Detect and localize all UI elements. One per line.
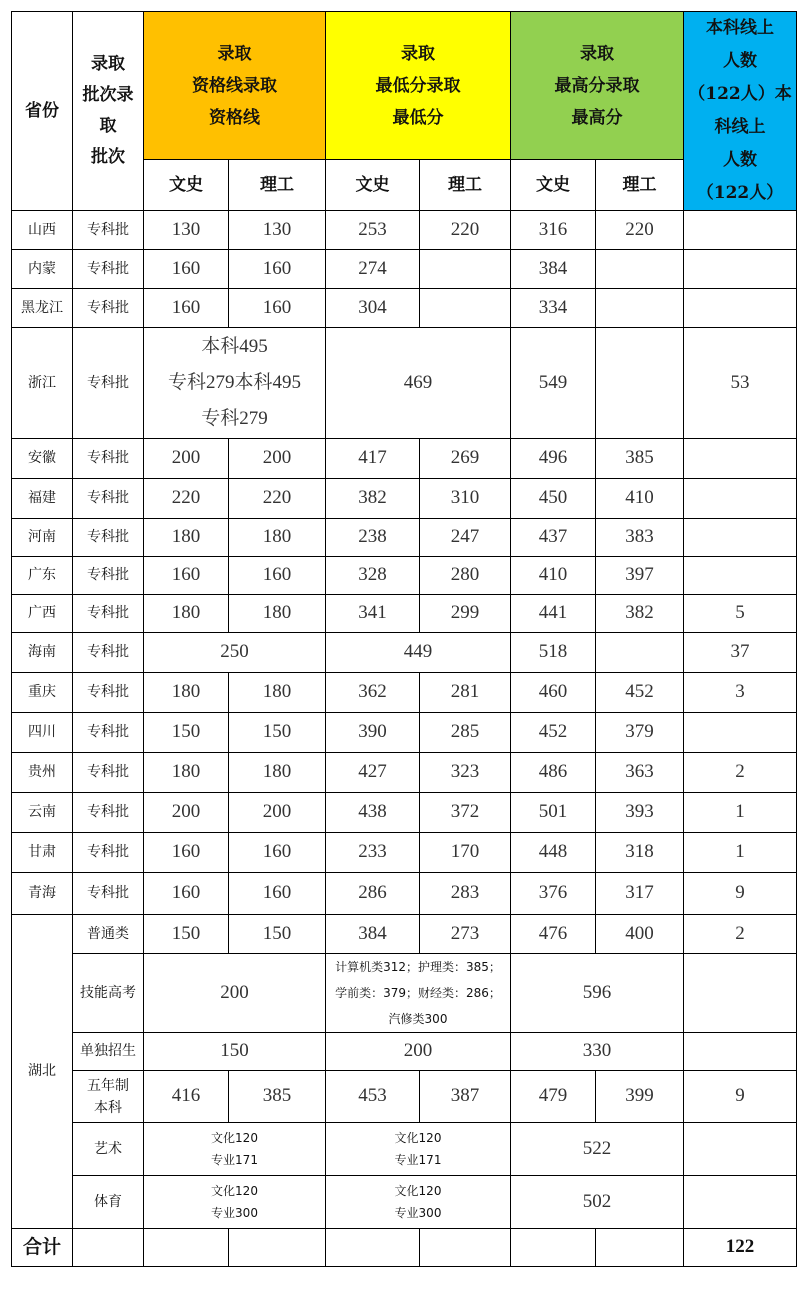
subheader-wenshi: 文史 [511, 160, 596, 211]
empty-cell [73, 1229, 144, 1267]
undergrad-count-cell: 37 [684, 633, 797, 673]
table-row [12, 328, 797, 439]
batch-cell: 专科批 [73, 439, 144, 479]
qualification-wenshi-cell: 200 [144, 793, 229, 833]
max-ligong-cell: 382 [596, 595, 684, 633]
table-row [12, 595, 797, 633]
undergrad-count-cell: 2 [684, 915, 797, 954]
province-cell: 甘肃 [12, 833, 73, 873]
batch-cell: 艺术 [73, 1123, 144, 1176]
province-cell: 海南 [12, 633, 73, 673]
qualification-ligong-cell: 130 [229, 211, 326, 250]
qualification-ligong-cell: 180 [229, 519, 326, 557]
batch-cell: 专科批 [73, 673, 144, 713]
max-wenshi-cell: 479 [511, 1071, 596, 1123]
qualification-ligong-cell: 180 [229, 673, 326, 713]
province-cell: 河南 [12, 519, 73, 557]
max-score-cell: 596 [511, 954, 684, 1033]
max-ligong-cell: 399 [596, 1071, 684, 1123]
max-wenshi-cell: 518 [511, 633, 596, 673]
min-ligong-cell [420, 289, 511, 328]
undergrad-count-cell [684, 519, 797, 557]
min-wenshi-cell: 238 [326, 519, 420, 557]
undergrad-count-cell [684, 1176, 797, 1229]
province-cell: 四川 [12, 713, 73, 753]
max-ligong-cell: 317 [596, 873, 684, 915]
undergrad-count-cell [684, 557, 797, 595]
qualification-ligong-cell: 160 [229, 250, 326, 289]
table-row [12, 753, 797, 793]
qualification-ligong-cell: 200 [229, 439, 326, 479]
max-wenshi-cell: 452 [511, 713, 596, 753]
max-wenshi-cell: 316 [511, 211, 596, 250]
qualification-wenshi-cell: 160 [144, 873, 229, 915]
min-wenshi-cell: 438 [326, 793, 420, 833]
min-score-cell: 计算机类312；护理类：385； 学前类：379；财经类：286； 汽修类300 [326, 954, 511, 1033]
qualification-ligong-cell: 160 [229, 873, 326, 915]
max-ligong-cell [596, 633, 684, 673]
empty-cell [229, 1229, 326, 1267]
min-ligong-cell: 323 [420, 753, 511, 793]
max-ligong-cell: 318 [596, 833, 684, 873]
max-wenshi-cell: 334 [511, 289, 596, 328]
batch-cell: 专科批 [73, 328, 144, 439]
max-ligong-cell: 379 [596, 713, 684, 753]
batch-cell: 专科批 [73, 557, 144, 595]
province-cell: 重庆 [12, 673, 73, 713]
batch-cell: 专科批 [73, 833, 144, 873]
table-row [12, 519, 797, 557]
max-ligong-cell: 220 [596, 211, 684, 250]
qualification-ligong-cell: 180 [229, 753, 326, 793]
max-score-cell: 330 [511, 1033, 684, 1071]
min-wenshi-cell: 453 [326, 1071, 420, 1123]
max-wenshi-cell: 501 [511, 793, 596, 833]
batch-cell: 专科批 [73, 250, 144, 289]
min-score-cell: 文化120 专业171 [326, 1123, 511, 1176]
batch-cell: 单独招生 [73, 1033, 144, 1071]
max-ligong-cell: 397 [596, 557, 684, 595]
province-cell: 内蒙 [12, 250, 73, 289]
max-ligong-cell: 385 [596, 439, 684, 479]
table-row-hubei [12, 1071, 797, 1123]
qualification-wenshi-cell: 160 [144, 289, 229, 328]
province-cell: 安徽 [12, 439, 73, 479]
qualification-wenshi-cell: 180 [144, 595, 229, 633]
min-ligong-cell: 387 [420, 1071, 511, 1123]
province-cell: 云南 [12, 793, 73, 833]
min-ligong-cell: 310 [420, 479, 511, 519]
batch-cell: 专科批 [73, 713, 144, 753]
batch-cell: 专科批 [73, 479, 144, 519]
header-max-score: 录取 最高分录取 最高分 [511, 12, 684, 160]
min-ligong-cell: 247 [420, 519, 511, 557]
table-row [12, 873, 797, 915]
table-row [12, 479, 797, 519]
qualification-cell: 文化120 专业300 [144, 1176, 326, 1229]
qualification-ligong-cell: 200 [229, 793, 326, 833]
undergrad-count-cell: 53 [684, 328, 797, 439]
min-wenshi-cell: 427 [326, 753, 420, 793]
batch-cell: 专科批 [73, 519, 144, 557]
max-wenshi-cell: 486 [511, 753, 596, 793]
qualification-cell: 本科495 专科279本科495 专科279 [144, 328, 326, 439]
total-label: 合计 [12, 1229, 73, 1267]
min-ligong-cell: 299 [420, 595, 511, 633]
qualification-ligong-cell: 150 [229, 915, 326, 954]
batch-cell: 专科批 [73, 595, 144, 633]
min-ligong-cell: 372 [420, 793, 511, 833]
min-wenshi-cell: 304 [326, 289, 420, 328]
empty-cell [144, 1229, 229, 1267]
min-score-cell: 449 [326, 633, 511, 673]
undergrad-count-cell [684, 439, 797, 479]
qualification-wenshi-cell: 160 [144, 833, 229, 873]
header-qualification: 录取 资格线录取 资格线 [144, 12, 326, 160]
qualification-cell: 250 [144, 633, 326, 673]
max-ligong-cell: 410 [596, 479, 684, 519]
min-ligong-cell: 170 [420, 833, 511, 873]
empty-cell [596, 1229, 684, 1267]
min-wenshi-cell: 341 [326, 595, 420, 633]
min-ligong-cell: 281 [420, 673, 511, 713]
table-row [12, 289, 797, 328]
undergrad-count-cell [684, 211, 797, 250]
batch-cell: 普通类 [73, 915, 144, 954]
min-ligong-cell: 220 [420, 211, 511, 250]
qualification-cell: 200 [144, 954, 326, 1033]
min-ligong-cell: 285 [420, 713, 511, 753]
header-min-score: 录取 最低分录取 最低分 [326, 12, 511, 160]
table-row-hubei [12, 915, 797, 954]
min-score-cell: 469 [326, 328, 511, 439]
table-row [12, 833, 797, 873]
undergrad-count-cell: 9 [684, 1071, 797, 1123]
subheader-wenshi: 文史 [326, 160, 420, 211]
min-score-cell: 文化120 专业300 [326, 1176, 511, 1229]
undergrad-count-cell [684, 479, 797, 519]
undergrad-count-cell [684, 250, 797, 289]
table-row [12, 439, 797, 479]
qualification-wenshi-cell: 150 [144, 915, 229, 954]
max-ligong-cell [596, 289, 684, 328]
qualification-wenshi-cell: 150 [144, 713, 229, 753]
max-wenshi-cell: 496 [511, 439, 596, 479]
min-wenshi-cell: 328 [326, 557, 420, 595]
batch-cell: 技能高考 [73, 954, 144, 1033]
max-wenshi-cell: 384 [511, 250, 596, 289]
undergrad-count-cell [684, 713, 797, 753]
province-cell: 青海 [12, 873, 73, 915]
min-ligong-cell [420, 250, 511, 289]
qualification-wenshi-cell: 180 [144, 673, 229, 713]
table-row [12, 673, 797, 713]
undergrad-count-cell: 2 [684, 753, 797, 793]
min-wenshi-cell: 274 [326, 250, 420, 289]
min-wenshi-cell: 384 [326, 915, 420, 954]
qualification-ligong-cell: 180 [229, 595, 326, 633]
qualification-ligong-cell: 220 [229, 479, 326, 519]
undergrad-count-cell [684, 289, 797, 328]
table-row [12, 713, 797, 753]
max-score-cell: 502 [511, 1176, 684, 1229]
subheader-ligong: 理工 [229, 160, 326, 211]
qualification-ligong-cell: 385 [229, 1071, 326, 1123]
province-cell: 广西 [12, 595, 73, 633]
min-ligong-cell: 269 [420, 439, 511, 479]
min-wenshi-cell: 417 [326, 439, 420, 479]
min-wenshi-cell: 286 [326, 873, 420, 915]
header-province: 省份 [12, 12, 73, 211]
subheader-ligong: 理工 [420, 160, 511, 211]
qualification-wenshi-cell: 160 [144, 250, 229, 289]
batch-cell: 专科批 [73, 793, 144, 833]
admission-table [11, 11, 797, 1267]
min-wenshi-cell: 253 [326, 211, 420, 250]
max-wenshi-cell: 376 [511, 873, 596, 915]
qualification-wenshi-cell: 416 [144, 1071, 229, 1123]
province-cell: 福建 [12, 479, 73, 519]
qualification-ligong-cell: 160 [229, 833, 326, 873]
qualification-ligong-cell: 150 [229, 713, 326, 753]
subheader-wenshi: 文史 [144, 160, 229, 211]
max-wenshi-cell: 476 [511, 915, 596, 954]
batch-cell: 体育 [73, 1176, 144, 1229]
qualification-cell: 文化120 专业171 [144, 1123, 326, 1176]
max-ligong-cell: 363 [596, 753, 684, 793]
max-score-cell: 522 [511, 1123, 684, 1176]
undergrad-count-cell [684, 1033, 797, 1071]
subheader-ligong: 理工 [596, 160, 684, 211]
qualification-wenshi-cell: 180 [144, 753, 229, 793]
max-ligong-cell: 400 [596, 915, 684, 954]
province-cell: 山西 [12, 211, 73, 250]
batch-cell: 专科批 [73, 633, 144, 673]
max-ligong-cell [596, 250, 684, 289]
undergrad-count-cell: 5 [684, 595, 797, 633]
max-wenshi-cell: 448 [511, 833, 596, 873]
empty-cell [511, 1229, 596, 1267]
batch-cell: 专科批 [73, 753, 144, 793]
min-score-cell: 200 [326, 1033, 511, 1071]
header-row [12, 12, 797, 160]
empty-cell [420, 1229, 511, 1267]
province-cell: 贵州 [12, 753, 73, 793]
undergrad-count-cell [684, 954, 797, 1033]
max-ligong-cell: 383 [596, 519, 684, 557]
province-cell: 黑龙江 [12, 289, 73, 328]
qualification-wenshi-cell: 220 [144, 479, 229, 519]
max-ligong-cell [596, 328, 684, 439]
max-wenshi-cell: 450 [511, 479, 596, 519]
min-wenshi-cell: 362 [326, 673, 420, 713]
max-ligong-cell: 452 [596, 673, 684, 713]
total-row [12, 1229, 797, 1267]
undergrad-count-cell [684, 1123, 797, 1176]
table-row-hubei [12, 1123, 797, 1176]
table-row [12, 793, 797, 833]
min-wenshi-cell: 390 [326, 713, 420, 753]
table-row [12, 633, 797, 673]
undergrad-count-cell: 1 [684, 793, 797, 833]
total-count: 122 [684, 1229, 797, 1267]
empty-cell [326, 1229, 420, 1267]
undergrad-count-cell: 1 [684, 833, 797, 873]
max-wenshi-cell: 460 [511, 673, 596, 713]
qualification-wenshi-cell: 200 [144, 439, 229, 479]
min-ligong-cell: 283 [420, 873, 511, 915]
qualification-ligong-cell: 160 [229, 557, 326, 595]
batch-cell: 专科批 [73, 289, 144, 328]
table-row [12, 557, 797, 595]
qualification-wenshi-cell: 130 [144, 211, 229, 250]
batch-cell: 专科批 [73, 211, 144, 250]
table-row [12, 250, 797, 289]
max-ligong-cell: 393 [596, 793, 684, 833]
table-row-hubei [12, 1176, 797, 1229]
qualification-cell: 150 [144, 1033, 326, 1071]
min-ligong-cell: 280 [420, 557, 511, 595]
table-row-hubei [12, 1033, 797, 1071]
min-wenshi-cell: 382 [326, 479, 420, 519]
qualification-wenshi-cell: 160 [144, 557, 229, 595]
undergrad-count-cell: 9 [684, 873, 797, 915]
province-cell: 浙江 [12, 328, 73, 439]
max-wenshi-cell: 410 [511, 557, 596, 595]
header-undergrad-count: 本科线上 人数 （122人）本 科线上 人数 （122人） [684, 12, 797, 211]
qualification-wenshi-cell: 180 [144, 519, 229, 557]
table-row-hubei [12, 954, 797, 1033]
min-ligong-cell: 273 [420, 915, 511, 954]
province-cell: 广东 [12, 557, 73, 595]
table-row [12, 211, 797, 250]
header-batch: 录取 批次录 取 批次 [73, 12, 144, 211]
max-wenshi-cell: 437 [511, 519, 596, 557]
undergrad-count-cell: 3 [684, 673, 797, 713]
batch-cell: 五年制 本科 [73, 1071, 144, 1123]
qualification-ligong-cell: 160 [229, 289, 326, 328]
max-wenshi-cell: 549 [511, 328, 596, 439]
batch-cell: 专科批 [73, 873, 144, 915]
min-wenshi-cell: 233 [326, 833, 420, 873]
max-wenshi-cell: 441 [511, 595, 596, 633]
province-cell-hubei: 湖北 [12, 915, 73, 1229]
